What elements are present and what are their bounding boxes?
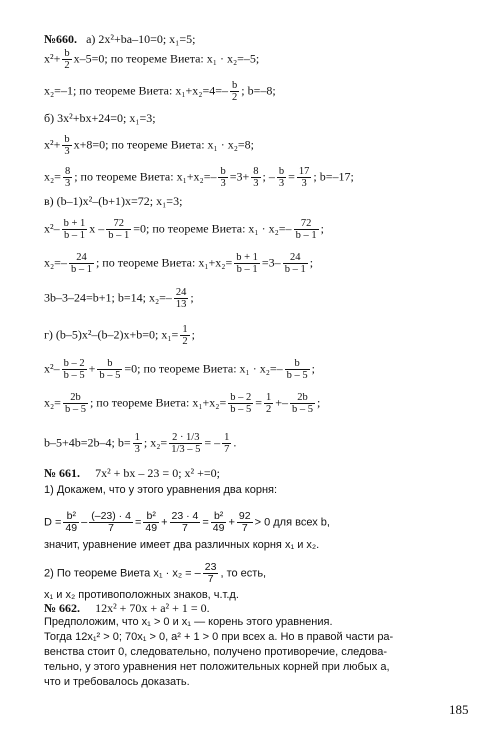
numerator: b² — [143, 511, 159, 523]
fraction — [169, 432, 202, 455]
fraction — [203, 562, 219, 585]
denominator: 3 — [253, 178, 259, 189]
text: ; — [320, 221, 324, 236]
numerator: (–23) · 4 — [91, 510, 131, 522]
text: x₂=– — [44, 255, 67, 270]
denominator: b – 1 — [295, 230, 317, 241]
numerator: 2b — [63, 392, 88, 404]
text: x²– — [44, 221, 60, 236]
text: что и требовалось доказать. — [44, 676, 190, 688]
problem-660-v-statement — [44, 194, 182, 208]
denominator: 2 — [232, 92, 238, 103]
problem-660-b-line2 — [44, 134, 254, 157]
numerator: 24 — [69, 252, 94, 264]
fraction — [218, 166, 227, 189]
denominator: b – 1 — [284, 264, 306, 275]
text: x₁ и x₂ противоположных знаков, ч.т.д. — [44, 589, 239, 601]
text: x²+ — [44, 137, 61, 152]
text: ; — [311, 361, 316, 376]
text: ; по теореме Виета: x₁+x₂=– — [74, 169, 217, 184]
problem-660-g-statement — [44, 324, 195, 347]
problem-660-a-line2 — [44, 48, 259, 71]
text: ; b=–17; — [313, 169, 354, 184]
fraction — [285, 358, 310, 381]
denominator: 49 — [145, 522, 158, 534]
problem-662-line3 — [44, 645, 387, 659]
numerator: 72 — [106, 218, 131, 230]
text: + — [161, 516, 168, 529]
text: = — [202, 516, 209, 529]
numerator: 2b — [290, 392, 315, 404]
numerator: b – 2 — [230, 392, 252, 403]
denominator: b – 5 — [99, 370, 121, 381]
fraction — [97, 358, 122, 381]
problem-660-v-line3 — [44, 252, 313, 275]
denominator: 49 — [212, 522, 225, 534]
text: ; – — [262, 169, 275, 184]
text: x²– — [44, 361, 60, 376]
problem-662-heading: № 662. — [44, 601, 81, 615]
denominator: 3 — [301, 178, 307, 189]
text: 2) По теореме Виета x₁ · x₂ = – — [44, 567, 201, 580]
equation-text: 12x² + 70x + a² + 1 = 0. — [95, 601, 210, 615]
problem-661-statement — [44, 466, 220, 480]
problem-662-line5 — [44, 675, 190, 689]
numerator: 17 — [298, 166, 310, 177]
text: ; по теореме Виета: x₁+x₂= — [89, 395, 227, 410]
problem-660-g-line2 — [44, 358, 315, 381]
problem-660-v-line2 — [44, 218, 324, 241]
problem-661-line3 — [44, 538, 319, 552]
fraction — [211, 511, 227, 534]
text: – — [81, 516, 88, 529]
numerator: 1 — [266, 392, 272, 403]
text: =0; по теореме Виета: x₁ · x₂=– — [133, 221, 292, 236]
text: x–5=0; по теореме Виета: x₁ · x₂=–5; — [73, 51, 260, 66]
denominator: b – 1 — [108, 230, 130, 241]
fraction — [69, 252, 94, 275]
problem-660-a-line3 — [44, 80, 276, 103]
numerator: 92 — [238, 510, 251, 522]
text: x₂= — [44, 169, 61, 184]
numerator: b + 1 — [236, 252, 258, 263]
text: + — [228, 516, 235, 529]
denominator: 3 — [64, 146, 70, 157]
denominator: 3 — [64, 178, 71, 189]
numerator: 2 · 1/3 — [169, 432, 202, 444]
text: x₂=–1; по теореме Виета: x₁+x₂=4=– — [44, 83, 228, 98]
problem-660-heading: №660. — [44, 32, 78, 46]
text: + — [88, 361, 96, 376]
problem-661-line4 — [44, 562, 266, 585]
numerator: 8 — [64, 166, 71, 177]
page-number: 185 — [449, 702, 469, 717]
denominator: b – 1 — [63, 230, 85, 241]
problem-660-b-statement — [44, 111, 156, 125]
fraction — [283, 252, 308, 275]
numerator: b — [278, 166, 285, 177]
numerator: b — [64, 48, 70, 59]
text: > 0 для всех b, — [254, 516, 330, 529]
denominator: b – 5 — [292, 404, 314, 415]
numerator: 1 — [224, 432, 230, 443]
problem-660-g-line3 — [44, 392, 320, 415]
denominator: 7 — [224, 444, 230, 455]
denominator: 3 — [220, 178, 226, 189]
text: = – — [204, 435, 221, 450]
text: x+8=0; по теореме Виета: x₁ · x₂=8; — [73, 137, 254, 152]
problem-660-b-line3 — [44, 166, 354, 189]
numerator: b — [64, 134, 70, 145]
text: г) (b–5)x²–(b–2)x+b=0; x₁= — [44, 327, 179, 342]
problem-662-line4 — [44, 660, 390, 674]
fraction — [133, 432, 142, 455]
numerator: 23 · 4 — [171, 510, 199, 522]
numerator: 1 — [134, 432, 140, 443]
fraction — [230, 80, 239, 103]
text: тельно, у этого уравнения нет положительных корней при любых a, — [44, 661, 390, 673]
text: Тогда 12x₁² > 0; 70x₁ > 0, a² + 1 > 0 при всех a. Но в правой части ра- — [44, 631, 394, 643]
fraction — [143, 511, 159, 534]
text: =0; по теореме Виета: x₁ · x₂=– — [124, 361, 283, 376]
fraction — [297, 166, 312, 189]
denominator: 7 — [207, 573, 214, 585]
numerator: b — [97, 358, 122, 370]
fraction — [63, 511, 79, 534]
fraction — [264, 392, 273, 415]
fraction — [106, 218, 131, 241]
text: +– — [275, 395, 289, 410]
fraction — [234, 252, 260, 275]
text: Предположим, что x₁ > 0 и x₁ — корень этого уравнения. — [44, 616, 333, 628]
denominator: b – 5 — [63, 370, 85, 381]
text: ; — [309, 255, 314, 270]
fraction — [62, 358, 87, 381]
text: ; b=–8; — [241, 83, 276, 98]
denominator: b – 1 — [236, 264, 258, 275]
numerator: 72 — [294, 218, 319, 230]
denominator: 7 — [108, 522, 115, 534]
fraction — [174, 287, 189, 310]
denominator: 2 — [64, 60, 70, 71]
equation-text: в) (b–1)x²–(b+1)x=72; x₁=3; — [44, 194, 183, 208]
problem-661-line5 — [44, 588, 239, 602]
numerator: b² — [63, 511, 79, 523]
numerator: 8 — [253, 166, 259, 177]
numerator: 24 — [175, 287, 187, 298]
text: = — [255, 395, 263, 410]
numerator: 23 — [204, 561, 217, 573]
text: b–5+4b=2b–4; b= — [44, 435, 131, 450]
fraction — [228, 392, 253, 415]
problem-660-v-line4 — [44, 287, 194, 310]
denominator: 13 — [175, 299, 187, 310]
problem-662-statement — [44, 601, 210, 615]
text: x₂= — [44, 395, 61, 410]
numerator: 1 — [182, 324, 188, 335]
problem-662-line2 — [44, 630, 393, 644]
fraction — [63, 392, 88, 415]
denominator: 3 — [278, 178, 285, 189]
text: ; по теореме Виета: x₁+x₂= — [95, 255, 233, 270]
fraction — [62, 218, 88, 241]
equation-text: 7x² + bx – 23 = 0; x² +=0; — [95, 466, 220, 480]
denominator: 1/3 – 5 — [171, 444, 201, 455]
numerator: b + 1 — [63, 218, 86, 229]
fraction — [180, 324, 189, 347]
text: x²+ — [44, 51, 61, 66]
equation-text: б) 3x²+bx+24=0; x₁=3; — [44, 111, 156, 125]
numerator: b² — [211, 511, 227, 523]
text: ; — [190, 290, 194, 305]
problem-662-line1 — [44, 615, 333, 629]
numerator: 24 — [283, 252, 308, 264]
text: 1) Докажем, что у этого уравнения два корня: — [44, 484, 278, 496]
text: ; — [191, 327, 195, 342]
equation-text: а) 2x²+bа–10=0; x₁=5; — [86, 32, 196, 46]
fraction — [277, 166, 286, 189]
fraction — [294, 218, 319, 241]
fraction — [62, 134, 71, 157]
text: значит, уравнение имеет два различных корня x₁ и x₂. — [44, 539, 320, 551]
numerator: b – 2 — [63, 358, 85, 369]
denominator: 7 — [182, 522, 188, 534]
numerator: b — [285, 358, 310, 370]
denominator: 7 — [241, 522, 248, 534]
text: . — [233, 435, 237, 450]
denominator: 49 — [65, 522, 78, 534]
text: =3– — [261, 255, 281, 270]
text: ; — [317, 395, 321, 410]
denominator: b – 5 — [286, 370, 308, 381]
denominator: b – 5 — [64, 404, 86, 415]
denominator: b – 1 — [70, 264, 92, 275]
text: венства стоит 0, следовательно, получено противоречие, следова- — [44, 646, 388, 658]
fraction — [89, 511, 133, 534]
fraction — [170, 511, 201, 534]
problem-660-a-statement — [44, 32, 195, 46]
text: = — [288, 169, 295, 184]
problem-661-discriminant — [44, 511, 330, 534]
numerator: b — [220, 166, 226, 177]
text: ; x₂= — [143, 435, 168, 450]
text: = — [134, 516, 142, 529]
problem-661-heading: № 661. — [44, 466, 81, 480]
text: 3b–3–24=b+1; b=14; x₂=– — [44, 290, 172, 305]
denominator: 2 — [266, 404, 272, 415]
fraction — [222, 432, 231, 455]
denominator: b – 5 — [230, 404, 252, 415]
fraction — [62, 48, 71, 71]
text: D = — [44, 516, 62, 529]
denominator: 3 — [134, 444, 140, 455]
text: =3+ — [229, 169, 250, 184]
fraction — [251, 166, 260, 189]
denominator: 2 — [182, 336, 188, 347]
problem-660-g-line4 — [44, 432, 236, 455]
text: , то есть, — [220, 567, 267, 580]
problem-661-line1 — [44, 483, 277, 497]
numerator: b — [232, 80, 238, 91]
text: x – — [89, 221, 105, 236]
fraction — [237, 511, 253, 534]
fraction — [290, 392, 315, 415]
fraction — [63, 166, 72, 189]
